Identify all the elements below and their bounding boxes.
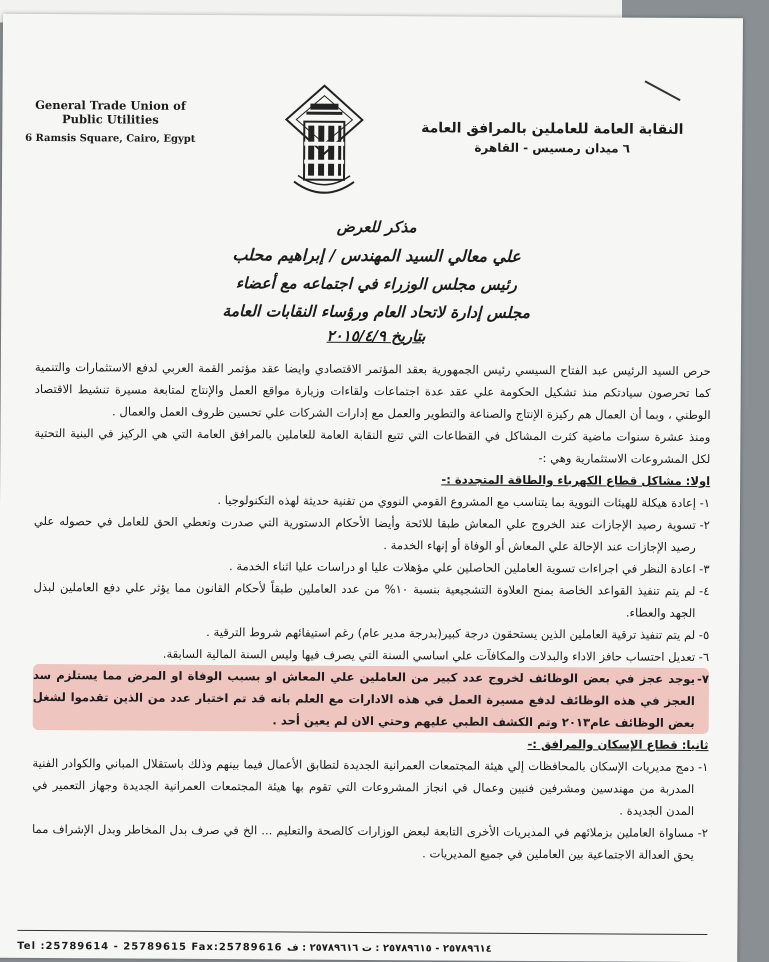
section-heading-electricity: اولا: مشاكل قطاع الكهرباء والطاقة المتجددة :- [441, 472, 711, 489]
memo-body [32, 356, 711, 866]
memo-page [0, 14, 743, 962]
letterhead-arabic [412, 120, 692, 156]
meeting-attendees: مجلس إدارة لاتحاد العام ورؤساء النقابات العامة [222, 301, 530, 322]
address-english: 6 Ramsis Square, Cairo, Egypt [25, 132, 196, 145]
memo-date: بتاريخ ٢٠١٥/٤/٩ [326, 326, 426, 346]
list-item: ٣- اعادة النظر في اجراءات تسوية العاملين الحاصلين علي مؤهلات عليا او دراسات عليا اثناء الخدمة . [228, 559, 710, 577]
list-item: ٢- مساواة العاملين بزملائهم في المديريات الأخرى التابعة لبعض الوزارات كالصحة والتعليم ... الخ في صرف بدل المخاطر وبدل الإشراف مما يحق العدالة الاجتماعية بين العاملين في جميع المديريات . [31, 821, 709, 862]
section-heading-housing: ثانيا: قطاع الإسكان والمرافق :- [527, 736, 709, 753]
letterhead-english [20, 98, 200, 145]
list-item: ١- إعادة هيكلة للهيئات النووية بما يتناسب مع المشروع القومي النووي من تقنية حديثة لهذه التكنولوجيا . [217, 493, 711, 511]
list-item: ٤- لم يتم تنفيذ القواعد الخاصة بمنح العلاوة التشجيعية بنسبة ١٠% من عدد العاملين طبقاً لأحكام القانون مما يؤثر علي دفع العاملين لبذل الجهد والعطاء. [33, 579, 710, 620]
memo-title-block [41, 216, 712, 347]
intro-paragraph: ومنذ عشرة سنوات ماضية كثرت المشاكل في القطاعات التي تتبع النقابة العامة للعاملين بالمرافق العامة التي هي الركيز في البنية التحتية لكل المشروعات الاستثمارية وهي :- [34, 425, 711, 467]
address-arabic: ٦ ميدان رمسيس - القاهرة [474, 140, 631, 156]
memo-title: مذكر للعرض [336, 217, 417, 237]
intro-paragraph: حرص السيد الرئيس عبد الفتاح السيسي رئيس الجمهورية بعقد المؤتمر الاقتصادي وايضا عقد مؤتمر القمة العربي لدفع الاستثمارات والتنمية كما تحرصون سيادتكم منذ تشكيل الحكومة علي عقد عدة اجتماعات ولقاءات وزيارة مواقع العمل والإنتاج لمتابعة مسيرة تنشيط الاقتصاد الوطني ، وبما أن العمال هم ركيزة الإنتاج والصناعة والتطوير والعمل مع إدارات الشركات علي تحسين ظروف العمل والعمال . [34, 359, 711, 423]
highlighted-list-item: ٧- يوجد عجز في بعض الوظائف لخروج عدد كبير من العاملين علي المعاش او بسبب الوفاة او المرض مما يستلزم سد العجز في هذه الوظائف لدفع مسيرة العمل في هذه الادارات مع العلم بانه قد تم اختبار عدد من الذين تقدموا لشغل بعض الوظائف عام٢٠١٣ وتم الكشف الطبي عليهم وحتي الان لم يعين أحد . [33, 664, 709, 734]
footer-contact: Tel :25789614 - 25789615 Fax:25789616 ٢٥٧٨٩٦١٤ - ٢٥٧٨٩٦١٥ : ت ٢٥٧٨٩٦١٦ : ف [17, 930, 707, 956]
addressee: علي معالي السيد المهندس / إبراهيم محلب [232, 245, 521, 266]
union-logo-icon [282, 81, 367, 202]
org-name-english: General Trade Union of Public Utilities [35, 97, 186, 127]
list-item: ١- دمج مديريات الإسكان بالمحافظات إلي هيئة المجتمعات العمرانية الجديدة لتطابق الأعمال فيما بينهم وذلك باستقلال المباني والكوادر الفنية المدربة من مهندسين ومشرفين فنيين وعمال في انجاز المشروعات التي تقوم بها هيئة المجتمعات العمرانية الجديدة وجهاز التعمير في المدن الجديدة . [32, 755, 709, 818]
org-name-arabic: النقابة العامة للعاملين بالمرافق العامة [421, 120, 684, 138]
addressee-role: رئيس مجلس الوزراء في اجتماعه مع أعضاء [235, 273, 517, 294]
list-item: ٢- تسوية رصيد الإجازات عند الخروج علي المعاش طبقا للائحة وأيضا الأحكام الدستورية التي صدرت وتعطي الحق للعامل في حصوله علي رصيد الإجازات عند الإحالة علي المعاش أو الوفاة أو إنهاء الخدمة . [33, 513, 710, 554]
pen-mark [644, 80, 680, 101]
list-item: ٦- تعديل احتساب حافز الاداء والبدلات والمكافآت علي اساسي السنة التي يصرف فيها وليس السنة المالية السابقة. [162, 646, 710, 665]
list-item: ٥- لم يتم تنفيذ ترقية العاملين الذين يستحقون درجة كبير(بدرجة مدير عام) رغم استيفائهم شروط الترقية . [206, 624, 710, 643]
